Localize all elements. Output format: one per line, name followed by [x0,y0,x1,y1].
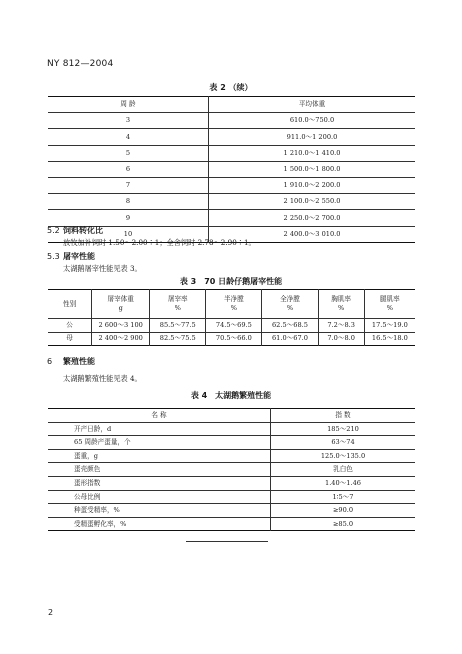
table-cell: 2 600～3 100 [92,319,150,333]
standard-code: NY 812—2004 [47,59,114,69]
section-5-3-text: 太湖鹅屠宰性能见表 3。 [63,264,142,273]
section-6-text: 太湖鹅繁殖性能见表 4。 [63,374,142,383]
trait-name-cell: 蛋形指数 [48,476,271,490]
table-cell: 7.2～8.3 [318,319,364,333]
table-cell: 70.5～66.0 [206,332,262,346]
trait-value-cell: 63～74 [271,436,416,450]
table3-caption: 表 3 70 日龄仔鹅屠宰性能 [179,277,283,286]
trait-name-cell: 蛋壳颜色 [48,463,271,477]
table-row [48,463,415,477]
trait-value-cell: ≥85.0 [332,519,354,528]
week-cell: 3 [48,113,209,129]
table-row [48,113,415,129]
column-header-unit: g [118,304,123,312]
section-number: 6 [47,357,53,366]
table2-caption: 表 2 （续） [209,83,253,92]
weight-cell: 911.0～1 200.0 [209,129,416,145]
table-row [48,177,415,193]
table2-body-weight [48,96,415,243]
page-number: 2 [48,608,54,617]
trait-value-cell: 125.0～135.0 [271,449,416,463]
week-cell: 7 [48,177,209,193]
trait-value-cell: 乳白色 [271,463,416,477]
table-cell: 公 [48,319,92,333]
table-row [48,490,415,504]
week-cell: 10 [48,226,209,242]
weight-cell: 2 250.0～2 700.0 [209,210,416,226]
table-cell: 74.5～69.5 [206,319,262,333]
table-header-row [48,97,415,113]
section-number: 5.2 [47,226,60,235]
column-header-unit: % [386,304,394,312]
table3-slaughter-performance [48,289,415,346]
weight-cell: 1 210.0～1 410.0 [209,145,416,161]
trait-name-cell: 65 周龄产蛋量，个 [48,436,271,450]
week-cell: 4 [48,129,209,145]
week-cell: 6 [48,161,209,177]
column-header-unit: % [230,304,237,312]
column-header [262,290,318,319]
column-header [48,290,92,319]
column-header [318,290,364,319]
table-header-row [48,409,415,423]
table4-caption: 表 4 太湖鹅繁殖性能 [190,391,272,400]
section-5-2-text: 放牧加补饲时 1.50～2.00∶1；全舍饲时 2.78～2.90∶1。 [63,238,256,247]
table-cell: 62.5～68.5 [262,319,318,333]
table-row [48,332,415,346]
column-header-week: 周 龄 [48,97,209,113]
column-header [150,290,206,319]
trait-name-cell: 受精蛋孵化率，% [48,517,271,531]
trait-name-cell: 种蛋受精率，% [48,504,271,518]
column-header-label: 屠宰率 [167,295,188,304]
trait-value-cell: 185～210 [271,422,416,436]
section-number: 5.3 [47,252,60,261]
week-cell: 9 [48,210,209,226]
trait-value-cell: 1∶5～7 [271,490,416,504]
section-5-2-heading [47,225,103,236]
table4-reproductive-performance [48,408,415,531]
weight-cell: 2 400.0～3 010.0 [283,229,341,238]
table-cell: 82.5～75.5 [150,332,206,346]
table-row [48,194,415,210]
section-5-3-heading [47,251,95,262]
table-cell: 2 400～2 900 [92,332,150,346]
table-cell: 16.5～18.0 [371,334,408,343]
table-row [48,476,415,490]
table-row [48,517,415,531]
column-header [92,290,150,319]
column-header-label: 胸肌率 [331,295,352,304]
table-row [48,436,415,450]
table-cell: 7.0～8.0 [318,332,364,346]
table-cell: 61.0～67.0 [262,332,318,346]
table-row [48,129,415,145]
column-header [206,290,262,319]
column-header-name: 名 称 [48,409,271,423]
table-cell: 85.5～77.5 [150,319,206,333]
table-row [48,504,415,518]
column-header-unit: % [286,304,294,312]
trait-value-cell: ≥90.0 [271,504,416,518]
column-header-index: 指 数 [271,409,416,423]
table-row [48,449,415,463]
table-row [48,422,415,436]
section-title: 繁殖性能 [63,357,95,366]
footer-divider [186,541,268,542]
column-header-unit: % [174,304,181,312]
column-header-label: 全净膛 [280,295,300,304]
column-header [364,290,415,319]
column-header-avg-weight: 平均体重 [209,97,416,113]
week-cell: 5 [48,145,209,161]
weight-cell: 1 500.0～1 800.0 [209,161,416,177]
table-cell: 17.5～19.0 [364,319,415,333]
column-header-label: 屠宰体重 [107,295,134,304]
table-header-row [48,290,415,319]
section-title: 屠宰性能 [63,252,95,261]
trait-name-cell: 开产日龄，d [48,422,271,436]
table-row [48,319,415,333]
table-cell: 母 [48,332,92,346]
column-header-unit: % [338,304,345,312]
trait-name-cell: 公母比例 [48,490,271,504]
column-header-label: 腿肌率 [379,295,400,304]
section-6-heading [47,356,95,367]
table-row [48,161,415,177]
column-header-label: 性别 [63,299,77,308]
weight-cell: 1 910.0～2 200.0 [209,177,416,193]
week-cell: 8 [48,194,209,210]
weight-cell: 2 100.0～2 550.0 [209,194,416,210]
table-row [48,210,415,226]
weight-cell: 610.0～750.0 [209,113,416,129]
table-row [48,145,415,161]
section-title: 饲料转化比 [63,226,103,235]
trait-value-cell: 1.40～1.46 [271,476,416,490]
column-header-label: 半净膛 [223,295,244,304]
trait-name-cell: 蛋重，g [48,449,271,463]
